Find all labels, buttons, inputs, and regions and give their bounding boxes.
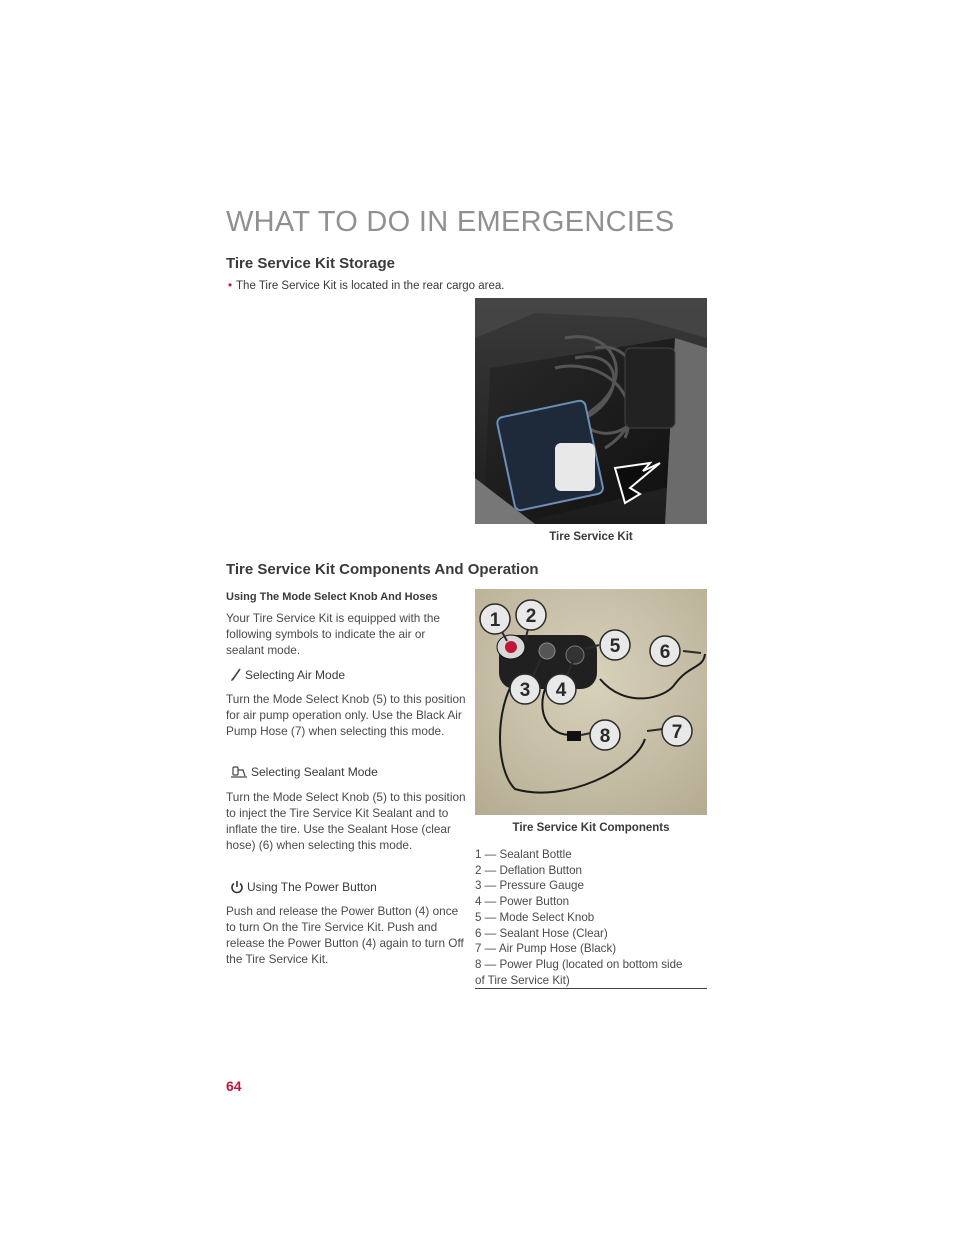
components-title: Tire Service Kit Components And Operation [226,561,539,578]
callout-1: 1 [489,610,501,631]
tire-service-kit-storage-photo [475,298,707,524]
air-mode-icon [230,668,242,682]
storage-bullet-text: The Tire Service Kit is located in the rear cargo area. [236,280,505,292]
legend-item: of Tire Service Kit) [475,973,570,987]
legend-item: 7 — Air Pump Hose (Black) [475,942,617,956]
power-button-paragraph: Push and release the Power Button (4) once to turn On the Tire Service Kit. Push and release the Power Button (4) again to turn Off the Tire Service Kit. [226,904,464,966]
sealant-mode-heading [230,765,378,779]
storage-title: Tire Service Kit Storage [226,255,395,272]
tire-service-kit-components-photo [475,589,707,815]
page-number: 64 [226,1078,242,1094]
storage-photo-caption: Tire Service Kit [549,531,633,543]
section-header: WHAT TO DO IN EMERGENCIES [226,206,675,238]
legend-item: 4 — Power Button [475,895,570,909]
sealant-mode-icon [230,765,248,779]
bullet-marker: • [228,280,233,292]
legend-item: 6 — Sealant Hose (Clear) [475,926,608,940]
legend-item: 8 — Power Plug (located on bottom side [475,957,683,971]
storage-bullet [228,280,505,292]
power-icon [230,880,244,894]
power-button-heading [230,880,377,894]
sealant-mode-heading-text: Selecting Sealant Mode [251,765,378,779]
air-mode-heading-text: Selecting Air Mode [245,668,346,682]
components-image [475,589,707,815]
callout-5: 5 [609,636,621,657]
cargo-area-image [475,298,707,524]
callout-3: 3 [519,680,531,701]
power-button-heading-text: Using The Power Button [247,880,377,894]
legend-item: 2 — Deflation Button [475,863,582,877]
callout-7: 7 [671,722,683,743]
air-mode-paragraph: Turn the Mode Select Knob (5) to this position for air pump operation only. Use the Black Air Pump Hose (7) when selecting this mode. [226,692,466,738]
legend-divider [475,988,707,989]
mode-select-subhead: Using The Mode Select Knob And Hoses [226,591,438,603]
callout-2: 2 [525,606,537,627]
sealant-mode-paragraph: Turn the Mode Select Knob (5) to this position to inject the Tire Service Kit Sealant and to inflate the tire. Use the Sealant Hose (clear hose) (6) when selecting this mode. [226,790,466,852]
callout-8: 8 [599,726,611,747]
legend-item: 3 — Pressure Gauge [475,879,584,893]
legend-item: 1 — Sealant Bottle [475,848,572,861]
callout-4: 4 [555,680,567,701]
components-photo-caption: Tire Service Kit Components [512,822,670,834]
legend-item: 5 — Mode Select Knob [475,910,595,924]
callout-6: 6 [659,642,671,663]
air-mode-heading [230,668,345,682]
components-legend [475,847,683,988]
intro-paragraph: Your Tire Service Kit is equipped with the following symbols to indicate the air or sealant mode. [226,611,440,657]
